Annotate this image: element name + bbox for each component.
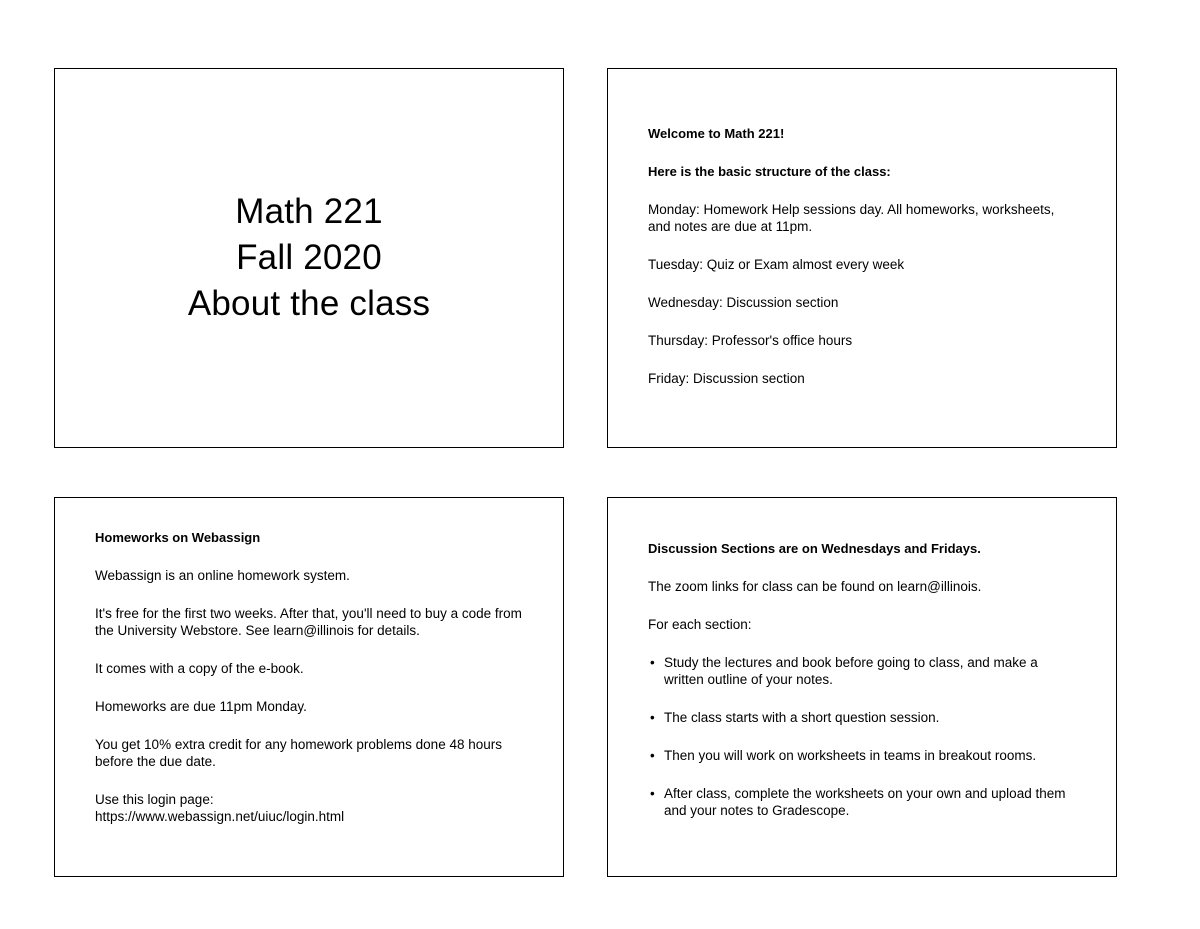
structure-heading: Here is the basic structure of the class: [648,164,891,179]
slide-class-structure [607,68,1117,448]
login-url: https://www.webassign.net/uiuc/login.html [95,809,345,824]
welcome-heading: Welcome to Math 221! [648,126,785,141]
section-steps-list [648,654,1076,819]
slide-content [648,125,1076,408]
discussion-heading: Discussion Sections are on Wednesdays and Fridays. [648,541,981,556]
slide-title-line-course: Math 221 [235,192,383,231]
list-item [648,709,1076,726]
bullet-icon: • [650,710,655,725]
schedule-monday: Monday: Homework Help sessions day. All homeworks, worksheets, and notes are due at 11pm. [648,202,1055,234]
homework-paragraph: It comes with a copy of the e-book. [95,661,304,676]
list-item [648,747,1076,764]
slide-content [95,529,523,846]
schedule-wednesday: Wednesday: Discussion section [648,295,839,310]
schedule-friday: Friday: Discussion section [648,371,805,386]
login-label: Use this login page: [95,792,214,807]
bullet-icon: • [650,655,655,670]
schedule-tuesday: Tuesday: Quiz or Exam almost every week [648,257,905,272]
slide-discussion-sections [607,497,1117,877]
slide-title-line-term: Fall 2020 [236,238,382,277]
homework-paragraph: It's free for the first two weeks. After that, you'll need to buy a code from the University Webstore. See learn@illinois for details. [95,606,522,638]
schedule-thursday: Thursday: Professor's office hours [648,333,853,348]
homework-paragraph: Webassign is an online homework system. [95,568,350,583]
slide-homeworks [54,497,564,877]
discussion-paragraph: The zoom links for class can be found on learn@illinois. [648,579,982,594]
list-item-text: Then you will work on worksheets in teams in breakout rooms. [664,748,1037,763]
list-item-text: Study the lectures and book before going to class, and make a written outline of your notes. [664,655,1038,687]
slide-content [648,540,1076,840]
homeworks-heading: Homeworks on Webassign [95,530,261,545]
discussion-paragraph: For each section: [648,617,752,632]
homework-paragraph: You get 10% extra credit for any homework problems done 48 hours before the due date. [95,737,502,769]
bullet-icon: • [650,786,655,801]
list-item-text: The class starts with a short question session. [664,710,940,725]
list-item [648,654,1076,688]
slide-title-line-topic: About the class [187,284,431,323]
login-info [95,791,523,825]
bullet-icon: • [650,748,655,763]
homework-paragraph: Homeworks are due 11pm Monday. [95,699,307,714]
list-item [648,785,1076,819]
list-item-text: After class, complete the worksheets on your own and upload them and your notes to Gradescope. [664,786,1066,818]
slide-title [54,68,564,448]
